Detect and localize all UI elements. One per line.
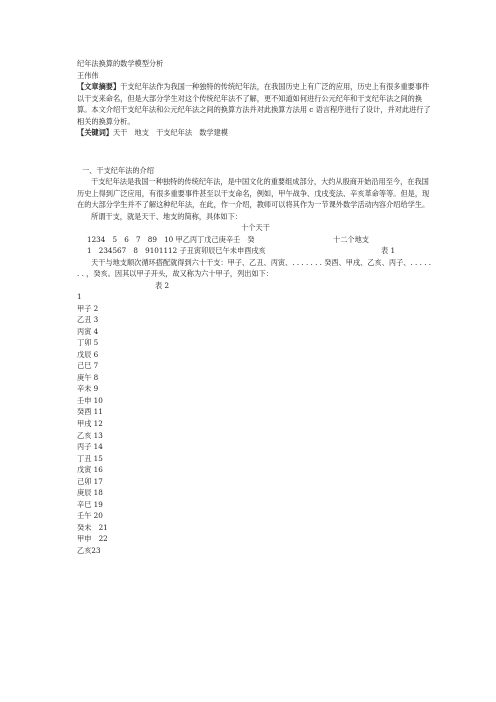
keywords-label: 【关键词】 [77,128,113,137]
table2-caption: 表 2 [155,280,170,290]
list-item: 癸未 21 [77,522,108,532]
list-item: 壬申 10 [77,395,103,405]
list-item: 甲戌 12 [77,419,103,429]
list-item: 己巳 7 [77,361,99,371]
list-item: 甲申 22 [77,534,108,544]
list-item: 丁丑 15 [77,453,103,463]
abstract-text: 干支纪年法作为我国一种独特的传统纪年法，在我国历史上有广泛的应用，历史上有很多重要事件以干支来命名，但是大部分学生对这个传统纪年法不了解，更不知道如何进行公元纪年和干支纪年法之间的换算。本文介绍干支纪年法和公元纪年法之间的换算方法并对此换算方法用 c 语言程序进行了设计，并对此进行了相关的换算分析。 [77,82,431,126]
list-item: 乙亥 13 [77,430,103,440]
list-item: 己卯 17 [77,476,103,486]
tiangan-row-left: 1234 5 6 7 89 10 甲乙丙丁戊己庚辛壬 癸 [87,234,255,244]
tiangan-row [77,234,434,246]
section1-para3: 天干与地支顺次循环搭配就得到六十干支：甲子、乙丑、丙寅、. . . . . . . 癸酉、甲戌、乙亥、丙子、. . . . . . . ，癸亥。因其以甲子开头，故又称为六十甲子，列出如下： [77,257,432,278]
abstract-label: 【文章摘要】 [77,82,121,91]
author: 王伟伟 [77,70,99,80]
table1-caption: 表 1 [381,246,396,255]
list-item: 1 [77,292,82,301]
list-item: 丁卯 5 [77,338,99,348]
list-item: 甲子 2 [77,303,99,313]
list-item: 戊寅 16 [77,465,103,475]
section1-title: 一、干支纪年法的介绍 [82,165,154,175]
tiangan-caption: 十个天干 [241,223,270,232]
document-page [77,58,434,557]
list-item: 癸酉 11 [77,407,103,417]
dizhi-caption: 十二个地支 [333,234,369,244]
list-item: 辛未 9 [77,384,99,394]
keywords-text: 天干 地支 干支纪年法 数学建模 [112,128,228,137]
keywords [77,127,434,139]
dizhi-row-left: 1 234567 8 9101112 子丑寅卯辰巳午未申酉戌亥 [87,246,266,255]
list-item: 壬午 20 [77,511,103,521]
doc-title: 纪年法换算的数学模型分析 [77,59,164,68]
list-item: 乙亥23 [77,546,101,556]
sexagenary-list [77,291,434,557]
list-item: 丙寅 4 [77,326,99,336]
section1-para1: 干支纪年法是我国一种独特的传统纪年法，是中国文化的重要组成部分，大约从殷商开始沿用至今，在我国历史上得到广泛应用，有很多重要事件甚至以干支命名，例如，甲午战争、戊戌变法、辛亥革命等等。但是，现在的大部分学生并不了解这种纪年法，在此，作一介绍，教师可以将其作为一节课外数学活动内容介绍给学生。 [77,177,430,209]
list-item: 庚午 8 [77,372,99,382]
list-item: 庚辰 18 [77,488,103,498]
spacer [77,139,434,165]
list-item: 乙丑 3 [77,315,99,325]
section1-para2: 所谓干支，就是天干、地支的简称，具体如下： [91,211,242,221]
list-item: 丙子 14 [77,442,103,452]
list-item: 戊辰 6 [77,349,99,359]
abstract [77,81,434,127]
list-item: 辛巳 19 [77,499,103,509]
dizhi-row [77,245,434,257]
